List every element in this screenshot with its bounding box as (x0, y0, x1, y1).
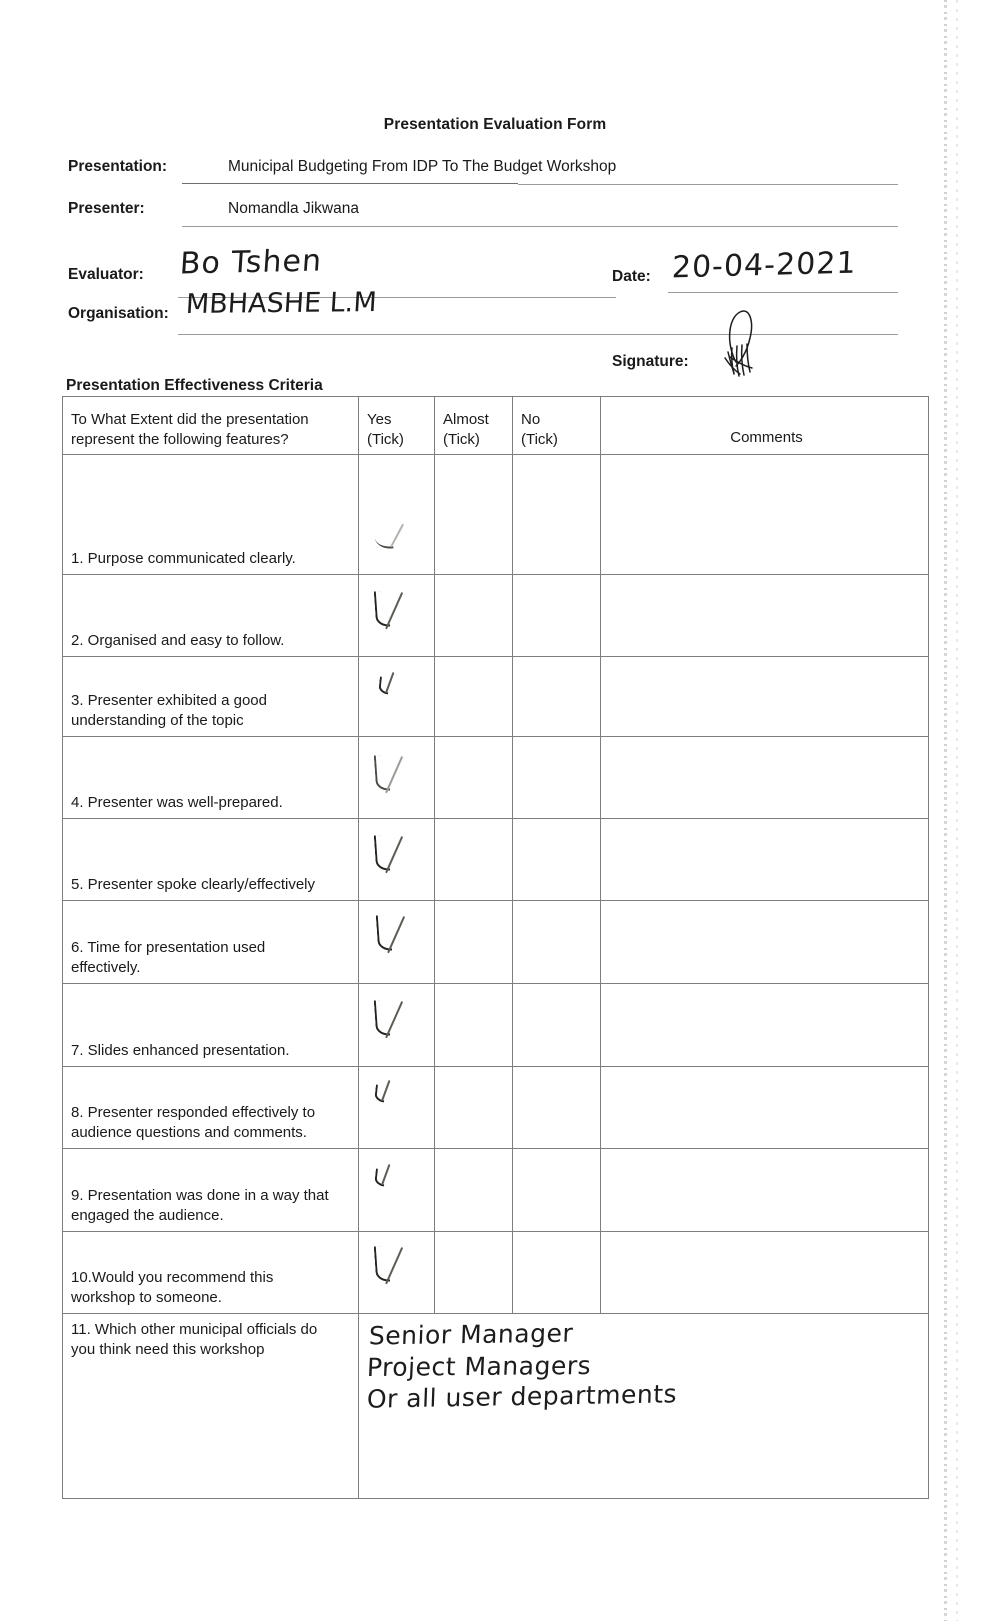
check-mark-icon (373, 1163, 407, 1205)
no-tick-cell-9[interactable] (513, 1149, 601, 1232)
comments-cell-1[interactable] (601, 455, 929, 575)
check-mark-icon (377, 671, 411, 713)
no-header-line2: (Tick) (521, 431, 558, 449)
criteria-header-line1: To What Extent did the presentation (71, 411, 309, 429)
comments-cell-6[interactable] (601, 901, 929, 984)
comments-cell-7[interactable] (601, 984, 929, 1067)
almost-tick-cell-8[interactable] (435, 1067, 513, 1149)
almost-tick-cell-9[interactable] (435, 1149, 513, 1232)
criterion-label-9-line1: 9. Presentation was done in a way that (71, 1187, 329, 1205)
no-tick-cell-4[interactable] (513, 737, 601, 819)
table-row (63, 819, 929, 901)
criterion-label-7: 7. Slides enhanced presentation. (71, 1042, 290, 1060)
almost-tick-cell-10[interactable] (435, 1232, 513, 1314)
no-tick-cell-7[interactable] (513, 984, 601, 1067)
yes-tick-cell-2[interactable] (359, 575, 435, 657)
criterion-text-5 (63, 819, 359, 901)
table-row (63, 575, 929, 657)
yes-tick-cell-3[interactable] (359, 657, 435, 737)
check-mark-icon (373, 1246, 407, 1288)
almost-tick-cell-7[interactable] (435, 984, 513, 1067)
criterion-text-11 (63, 1314, 359, 1499)
table-header-row (63, 397, 929, 455)
presentation-value: Municipal Budgeting From IDP To The Budget Workshop (228, 158, 617, 175)
presentation-rule (518, 184, 898, 185)
organisation-label: Organisation: (68, 305, 169, 322)
almost-header-line2: (Tick) (443, 431, 480, 449)
no-tick-cell-2[interactable] (513, 575, 601, 657)
column-header-yes (359, 397, 435, 455)
almost-tick-cell-5[interactable] (435, 819, 513, 901)
column-header-no (513, 397, 601, 455)
presentation-effectiveness-table (62, 396, 929, 1499)
answer-handwritten-line2: Project Managers (366, 1351, 592, 1382)
almost-tick-cell-2[interactable] (435, 575, 513, 657)
date-label: Date: (612, 268, 651, 285)
signature-mark (706, 300, 784, 378)
comments-cell-4[interactable] (601, 737, 929, 819)
no-tick-cell-3[interactable] (513, 657, 601, 737)
table-row (63, 1232, 929, 1314)
check-mark-icon (373, 1000, 407, 1042)
check-mark-icon (373, 755, 407, 797)
almost-header-line1: Almost (443, 411, 489, 429)
yes-tick-cell-7[interactable] (359, 984, 435, 1067)
criterion-label-3-line1: 3. Presenter exhibited a good (71, 692, 267, 710)
evaluator-label: Evaluator: (68, 266, 144, 283)
no-header-line1: No (521, 411, 541, 429)
criterion-label-10-line1: 10.Would you recommend this (71, 1269, 274, 1287)
criterion-label-9-line2: engaged the audience. (71, 1207, 224, 1225)
open-question-answer-cell[interactable] (359, 1314, 929, 1499)
evaluator-rule-tail (568, 297, 616, 298)
check-mark-icon (373, 591, 407, 633)
yes-header-line1: Yes (367, 411, 392, 429)
table-row (63, 737, 929, 819)
column-header-comments (601, 397, 929, 455)
criterion-label-3-line2: understanding of the topic (71, 712, 244, 730)
comments-cell-2[interactable] (601, 575, 929, 657)
no-tick-cell-5[interactable] (513, 819, 601, 901)
check-mark-icon (373, 1079, 407, 1121)
criterion-label-6-line2: effectively. (71, 959, 141, 977)
presenter-rule (182, 226, 898, 227)
no-tick-cell-6[interactable] (513, 901, 601, 984)
yes-tick-cell-10[interactable] (359, 1232, 435, 1314)
criterion-text-10 (63, 1232, 359, 1314)
presentation-rule-dark (182, 183, 518, 184)
table-row (63, 657, 929, 737)
criteria-section-heading: Presentation Effectiveness Criteria (66, 377, 323, 394)
criterion-text-2 (63, 575, 359, 657)
page-title: Presentation Evaluation Form (383, 116, 607, 133)
criteria-header-line2: represent the following features? (71, 431, 289, 449)
table-row (63, 1149, 929, 1232)
evaluator-handwritten-value: Bo Tshen (178, 243, 324, 282)
yes-tick-cell-1[interactable] (359, 455, 435, 575)
presentation-label: Presentation: (68, 158, 168, 175)
column-header-almost (435, 397, 513, 455)
check-mark-icon (375, 915, 409, 957)
comments-cell-5[interactable] (601, 819, 929, 901)
scan-artifact-edge-secondary (956, 0, 958, 1621)
criterion-text-4 (63, 737, 359, 819)
yes-header-line2: (Tick) (367, 431, 404, 449)
yes-tick-cell-8[interactable] (359, 1067, 435, 1149)
criterion-text-8 (63, 1067, 359, 1149)
comments-cell-8[interactable] (601, 1067, 929, 1149)
criterion-text-3 (63, 657, 359, 737)
criterion-label-8-line1: 8. Presenter responded effectively to (71, 1104, 316, 1122)
almost-tick-cell-6[interactable] (435, 901, 513, 984)
criterion-text-7 (63, 984, 359, 1067)
check-mark-icon (373, 835, 407, 877)
table-row (63, 1067, 929, 1149)
criterion-text-9 (63, 1149, 359, 1232)
criterion-label-11-line1: 11. Which other municipal officials do (71, 1321, 318, 1338)
criterion-label-4: 4. Presenter was well-prepared. (71, 794, 283, 812)
almost-tick-cell-3[interactable] (435, 657, 513, 737)
presenter-value: Nomandla Jikwana (228, 200, 359, 217)
answer-handwritten-line1: Senior Manager (368, 1318, 574, 1351)
table-row (63, 455, 929, 575)
column-header-criteria (63, 397, 359, 455)
comments-cell-9[interactable] (601, 1149, 929, 1232)
criterion-label-10-line2: workshop to someone. (71, 1289, 222, 1307)
table-row (63, 984, 929, 1067)
yes-tick-cell-5[interactable] (359, 819, 435, 901)
table-row (63, 901, 929, 984)
yes-tick-cell-6[interactable] (359, 901, 435, 984)
scan-artifact-edge (944, 0, 947, 1621)
no-tick-cell-8[interactable] (513, 1067, 601, 1149)
criterion-label-8-line2: audience questions and comments. (71, 1124, 307, 1142)
organisation-rule (178, 334, 718, 335)
criterion-label-2: 2. Organised and easy to follow. (71, 632, 285, 650)
almost-tick-cell-1[interactable] (435, 455, 513, 575)
date-handwritten-value: 20-04-2021 (671, 245, 858, 286)
criterion-text-6 (63, 901, 359, 984)
table-row-open-question (63, 1314, 929, 1499)
yes-tick-cell-9[interactable] (359, 1149, 435, 1232)
no-tick-cell-10[interactable] (513, 1232, 601, 1314)
date-rule (668, 292, 898, 293)
organisation-handwritten-value: MBHASHE L.M (185, 287, 378, 320)
answer-handwritten-line3: Or all user departments (366, 1379, 678, 1414)
comments-header-label: Comments (730, 429, 803, 447)
presenter-label: Presenter: (68, 200, 145, 217)
comments-cell-10[interactable] (601, 1232, 929, 1314)
criterion-text-1 (63, 455, 359, 575)
check-mark-icon (373, 517, 407, 559)
criterion-label-11-line2: you think need this workshop (71, 1340, 265, 1358)
comments-cell-3[interactable] (601, 657, 929, 737)
almost-tick-cell-4[interactable] (435, 737, 513, 819)
signature-label: Signature: (612, 353, 689, 370)
yes-tick-cell-4[interactable] (359, 737, 435, 819)
no-tick-cell-1[interactable] (513, 455, 601, 575)
criterion-label-6-line1: 6. Time for presentation used (71, 939, 266, 957)
criterion-label-5: 5. Presenter spoke clearly/effectively (71, 876, 316, 894)
criterion-label-1: 1. Purpose communicated clearly. (71, 550, 296, 568)
